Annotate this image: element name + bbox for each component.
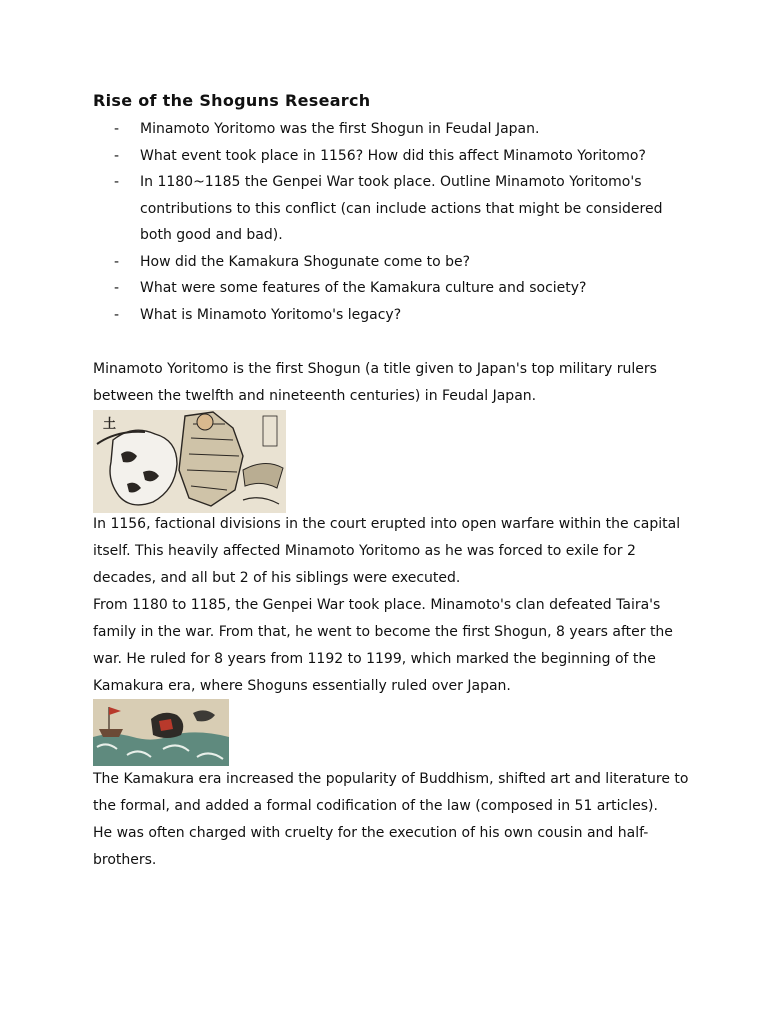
bullet-dash: - <box>114 121 120 137</box>
research-questions-list <box>0 116 768 328</box>
intro-paragraph: Minamoto Yoritomo is the first Shogun (a title given to Japan's top military rulers between the twelfth and nineteenth centuries) in Feudal Japan. <box>93 361 657 404</box>
bullet-dash: - <box>114 253 120 270</box>
boat-hull <box>99 729 123 737</box>
bullet-dash: - <box>114 306 120 323</box>
rider-head <box>197 414 213 430</box>
list-item <box>0 249 680 276</box>
paragraph-genpei-war: From 1180 to 1185, the Genpei War took place. Minamoto's clan defeated Taira's family in the war. From that, he went to become the first Shogun, 8 years after the war. He ruled for 8 years from 1192 to 1199, which marked the beginning of the Kamakura era, where Shoguns essentially ruled over Japan. <box>93 597 673 694</box>
bullet-dash: - <box>114 280 120 296</box>
samurai-print-artwork <box>93 410 286 513</box>
list-item <box>0 302 680 329</box>
page-title: Rise of the Shoguns Research <box>93 91 371 110</box>
question-text: What is Minamoto Yoritomo's legacy? <box>140 306 402 323</box>
kanji-mark-left: 土 <box>103 417 117 432</box>
bullet-dash: - <box>114 174 120 190</box>
bullet-dash: - <box>114 147 120 164</box>
question-text: What were some features of the Kamakura culture and society? <box>140 280 587 296</box>
list-item <box>0 275 680 302</box>
sea-battle-woodblock-image <box>93 699 229 766</box>
paragraph-1156: In 1156, factional divisions in the court erupted into open warfare within the capital itself. This heavily affected Minamoto Yoritomo as he was forced to exile for 2 decades, and all but 2 of his siblings were executed. <box>93 516 681 586</box>
samurai-woodblock-image <box>93 410 286 513</box>
list-item <box>0 169 680 249</box>
question-text: In 1180~1185 the Genpei War took place. Outline Minamoto Yoritomo's contributions to this conflict (can include actions that might be considered both good and bad). <box>140 174 663 243</box>
sea-battle-print-artwork <box>93 699 229 766</box>
list-item <box>0 143 680 170</box>
paragraph-kamakura-era: The Kamakura era increased the popularity of Buddhism, shifted art and literature to the formal, and added a formal codification of the law (composed in 51 articles). <box>93 771 689 814</box>
question-text: Minamoto Yoritomo was the first Shogun in Feudal Japan. <box>140 121 540 137</box>
question-text: How did the Kamakura Shogunate come to be? <box>140 253 471 270</box>
rider-red-armor <box>159 719 173 731</box>
list-item <box>0 116 680 143</box>
question-text: What event took place in 1156? How did this affect Minamoto Yoritomo? <box>140 147 646 164</box>
paragraph-legacy: He was often charged with cruelty for the execution of his own cousin and half-brothers. <box>93 825 649 868</box>
